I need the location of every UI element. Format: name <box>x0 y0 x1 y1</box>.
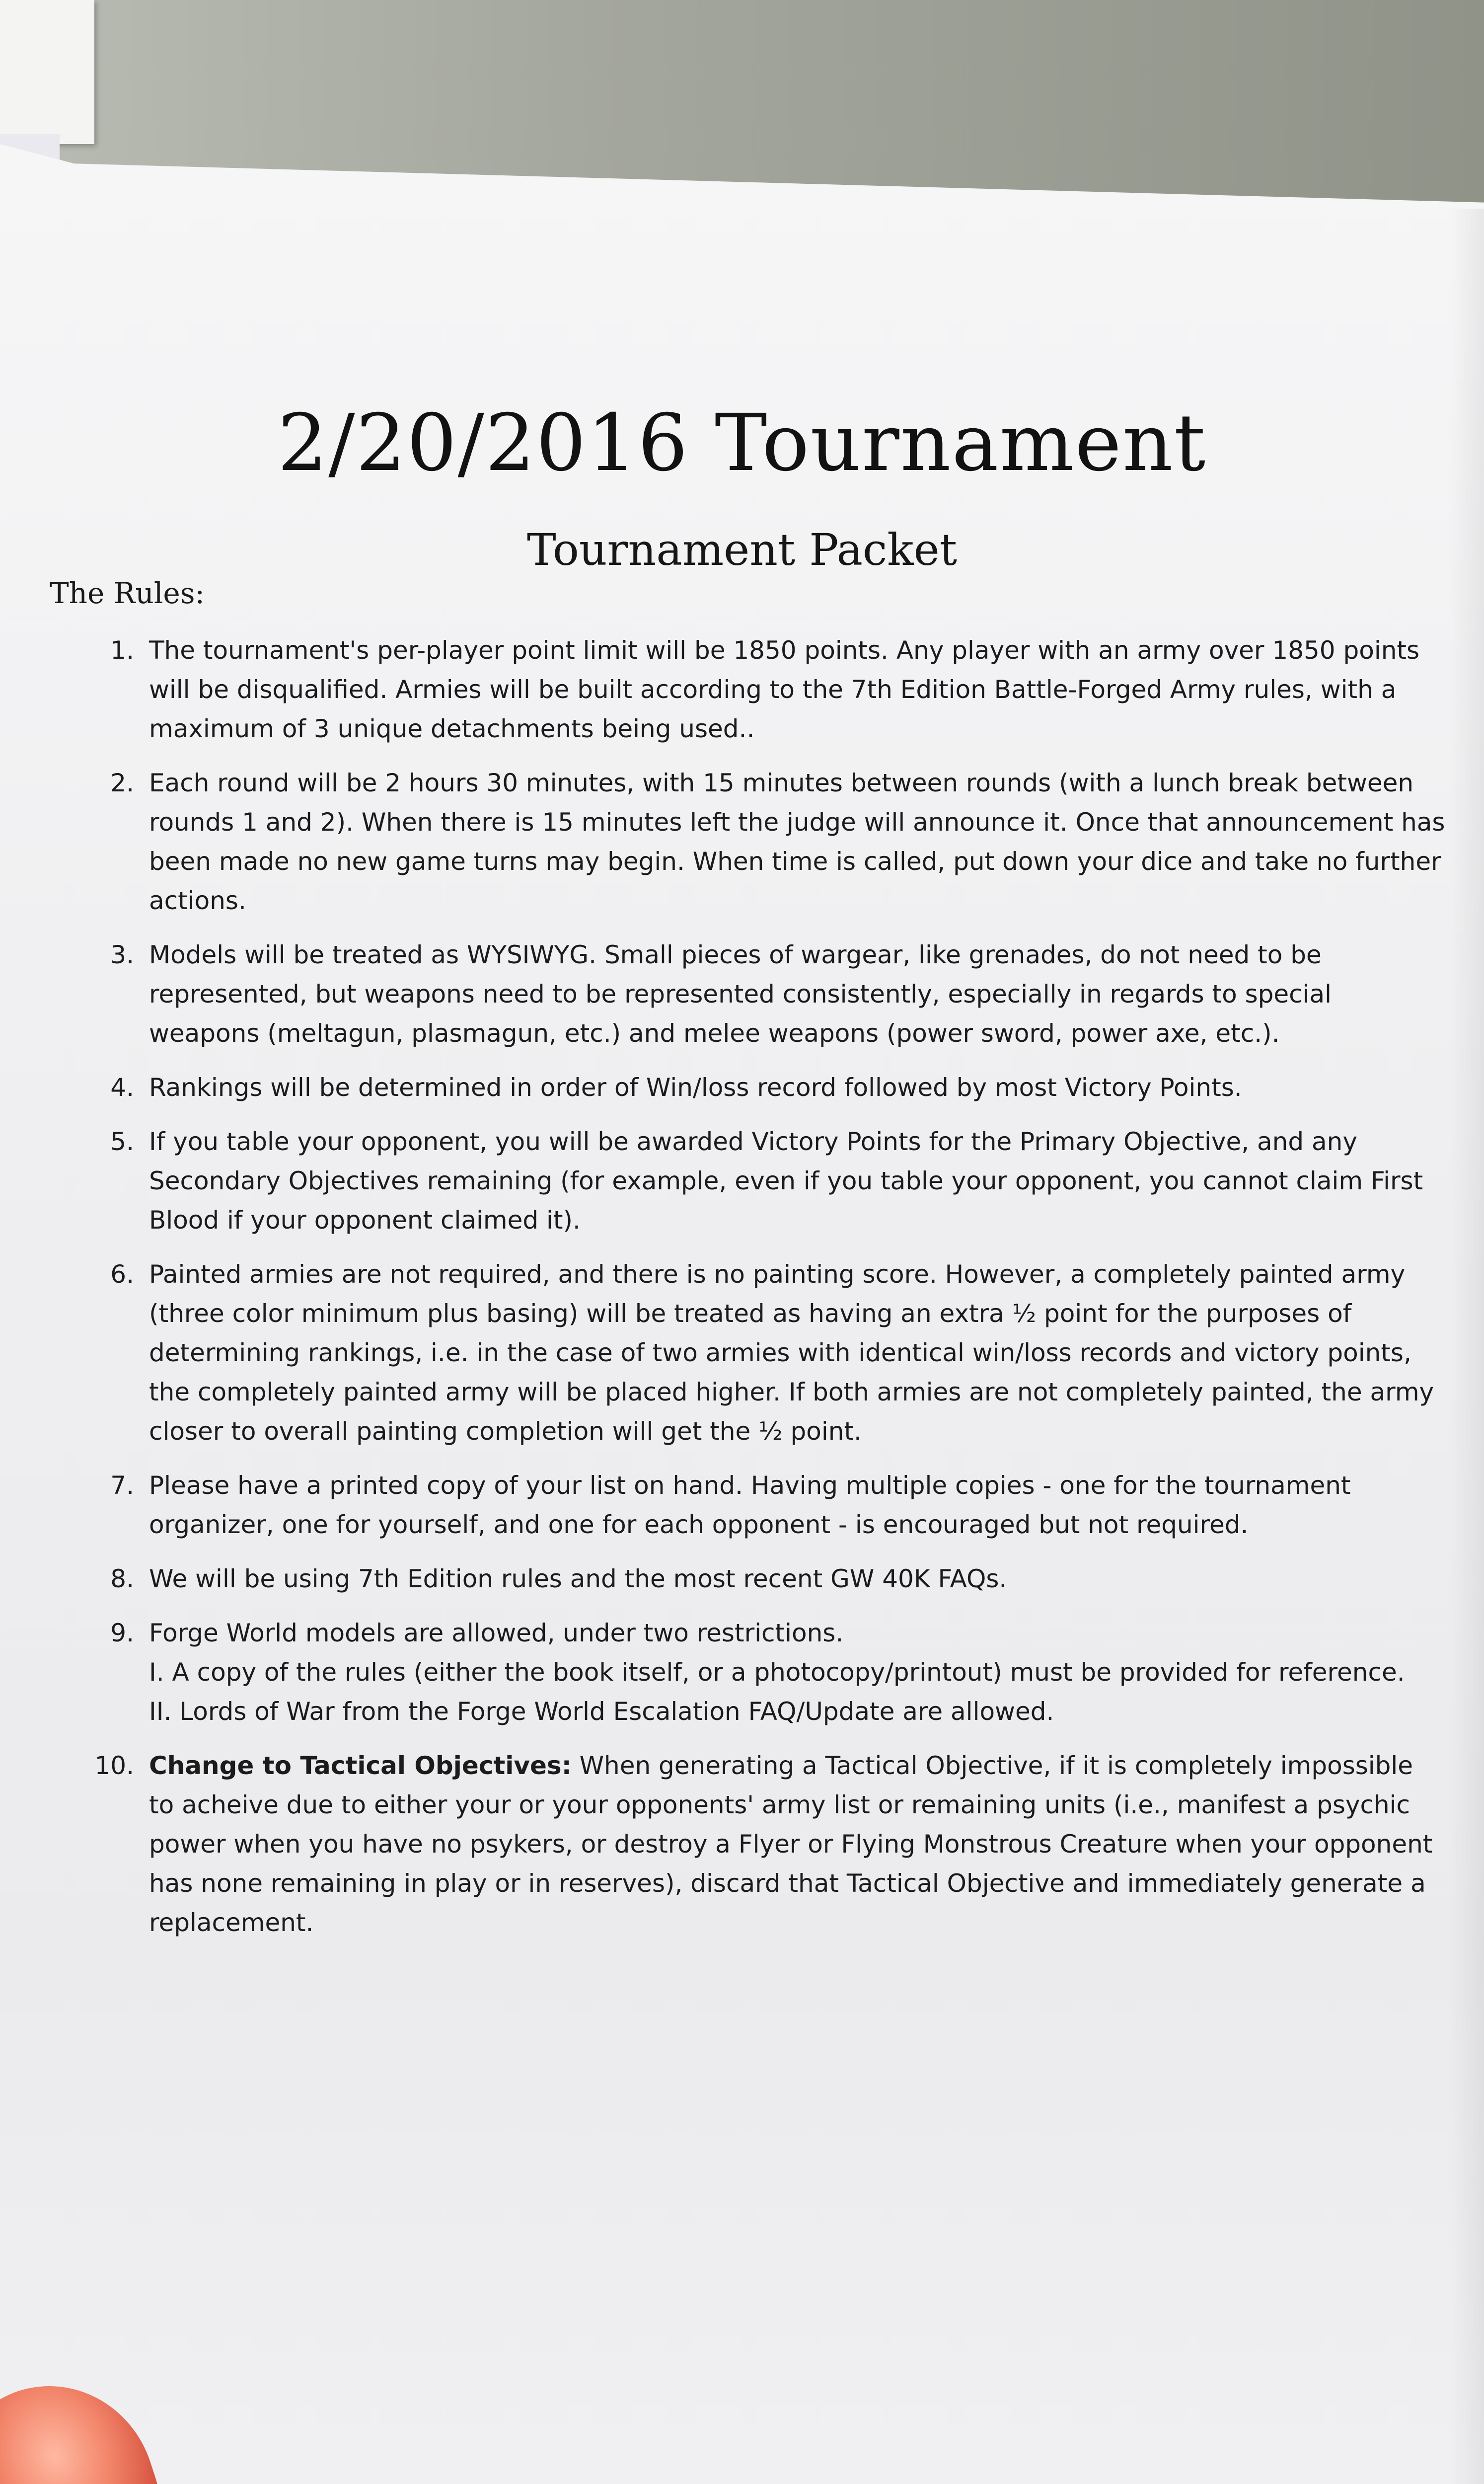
rule-item-10 <box>70 1746 1445 1942</box>
rule-text: Each round will be 2 hours 30 minutes, with 15 minutes between rounds (with a lunch break between rounds 1 and 2). When there is 15 minutes left the judge will announce it. Once that announcement has been made no new game turns may begin. When time is called, put down your dice and take no further actions. <box>149 769 1445 915</box>
page-subtitle: Tournament Packet <box>526 524 958 575</box>
rule-item-6 <box>70 1255 1445 1451</box>
rule-text: Models will be treated as WYSIWYG. Small pieces of wargear, like grenades, do not need to be represented, but weapons need to be represented consistently, especially in regards to special weapons (meltagun, plasmagun, etc.) and melee weapons (power sword, power axe, etc.). <box>149 940 1332 1048</box>
rule-number: 4. <box>110 1073 134 1102</box>
rule-text: Rankings will be determined in order of Win/loss record followed by most Victory Points. <box>149 1073 1242 1102</box>
rules-list <box>70 631 1445 1957</box>
rule-body: When generating a Tactical Objective, if it is completely impossible to acheive due to either your or your opponents' army list or remaining units (i.e., manifest a psychic power when you have no psykers, or destroy a Flyer or Flying Monstrous Creature when your opponent has none remaining in play or in reserves), discard that Tactical Objective and immediately generate a replacement. <box>149 1751 1433 1937</box>
rule-lead: Change to Tactical Objectives: <box>149 1751 572 1780</box>
rule-item-4 <box>70 1068 1445 1107</box>
rule-text: Forge World models are allowed, under two restrictions. <box>149 1619 844 1647</box>
rule-text: We will be using 7th Edition rules and the most recent GW 40K FAQs. <box>149 1564 1007 1593</box>
rule-number: 6. <box>110 1260 134 1289</box>
rule-subitem-2: II. Lords of War from the Forge World Escalation FAQ/Update are allowed. <box>149 1697 1054 1726</box>
rule-item-2 <box>70 764 1445 921</box>
rule-text: If you table your opponent, you will be awarded Victory Points for the Primary Objective, and any Secondary Objectives remaining (for example, even if you table your opponent, you cannot claim First Blood if your opponent claimed it). <box>149 1127 1423 1235</box>
rule-item-8 <box>70 1559 1445 1599</box>
rule-number: 9. <box>110 1619 134 1647</box>
rule-text: The tournament's per-player point limit will be 1850 points. Any player with an army over 1850 points will be disqualified. Armies will be built according to the 7th Edition Battle-Forged Army rules, with a maximum of 3 unique detachments being used.. <box>149 636 1420 743</box>
rules-heading: The Rules: <box>50 576 205 610</box>
rule-number: 8. <box>110 1564 134 1593</box>
rule-text: Painted armies are not required, and there is no painting score. However, a completely painted army (three color minimum plus basing) will be treated as having an extra ½ point for the purposes of determining rankings, i.e. in the case of two armies with identical win/loss records and victory points, the completely painted army will be placed higher. If both armies are not completely painted, the army closer to overall painting completion will get the ½ point. <box>149 1260 1434 1446</box>
rule-text <box>149 1746 1445 1942</box>
rule-number: 7. <box>110 1471 134 1500</box>
page-title: 2/20/2016 Tournament <box>277 397 1207 489</box>
rule-number: 3. <box>110 940 134 969</box>
rule-number: 2. <box>110 769 134 797</box>
rule-item-3 <box>70 935 1445 1053</box>
rule-number: 5. <box>110 1127 134 1156</box>
rule-item-1 <box>70 631 1445 749</box>
rule-number: 10. <box>94 1751 134 1780</box>
rule-text: Please have a printed copy of your list on hand. Having multiple copies - one for the tournament organizer, one for yourself, and one for each opponent - is encouraged but not required. <box>149 1471 1351 1539</box>
rule-item-5 <box>70 1122 1445 1240</box>
rule-number: 1. <box>110 636 134 665</box>
rule-item-9 <box>70 1614 1445 1731</box>
rule-item-7 <box>70 1466 1445 1545</box>
background-paper-corner <box>0 0 94 144</box>
rule-subitem-1: I. A copy of the rules (either the book itself, or a photocopy/printout) must be provided for reference. <box>149 1658 1405 1687</box>
